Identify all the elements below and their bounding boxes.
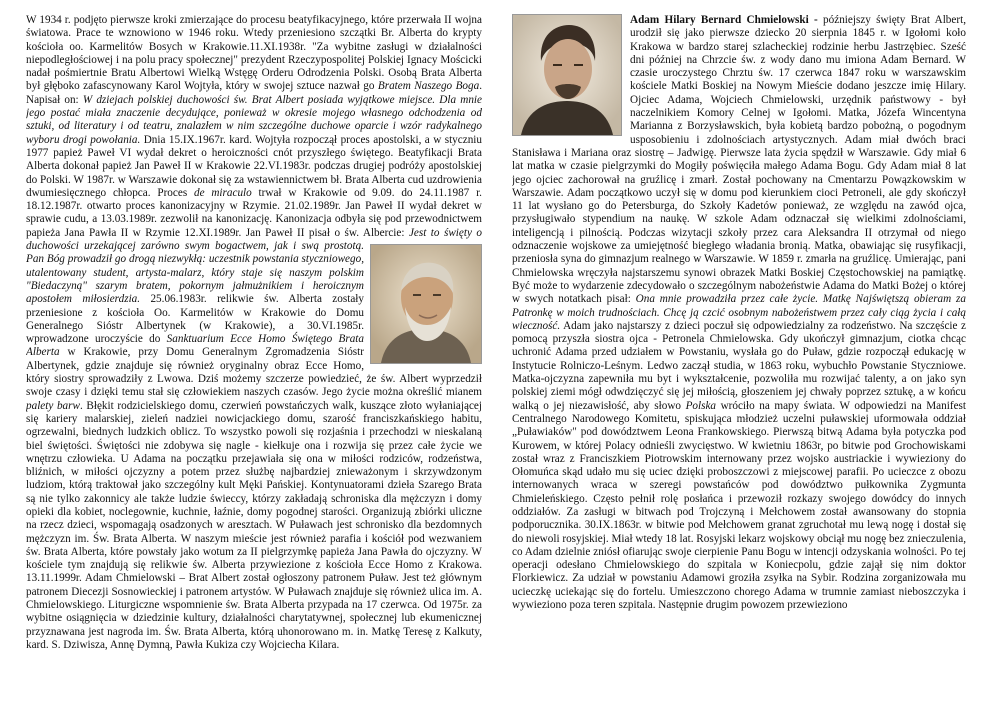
- left-column: [26, 14, 482, 690]
- portrait-brother-albert: [370, 244, 482, 364]
- right-column: [512, 14, 966, 690]
- left-text: W 1934 r. podjęto pierwsze kroki zmierzające do procesu beatyfikacyjnego, które przerwała II wojna światowa. Prace te wznowiono w 1946 roku. Wtedy przeniesiono szczątki Br. Alberta do krypty kościoła oo. Karmelitów Bosych w Krakowie.11.XI.1938r. "Za wybitne zasługi w działalności niepodległościowej i na polu pracy społecznej" prezydent Rzeczypospolitej Polskiej Ignacy Mościcki nadał pośmiertnie Bratu Albertowi Wielką Wstęgę Orderu Odrodzenia Polski. Osobą Brata Alberta był głęboko zafascynowany Karol Wojtyła, który w swojej sztuce nazwał go Bratem Naszego Boga. Napisał on: W dziejach polskiej duchowości św. Brat Albert posiada wyjątkowe miejsce. Dla mnie jego postać miała znaczenie decydujące, ponieważ w okresie mojego własnego odchodzenia od sztuki, od literatury i od teatru, znalazłem w nim szczególne duchowe oparcie i wzór radykalnego wyboru drogi powołania. Dnia 15.IX.1967r. kard. Wojtyła rozpoczął proces apostolski, a w styczniu 1977 papież Paweł VI wydał dekret o heroiczności cnót przyszłego świętego. Beatyfikacji Brata Alberta dokonał papież Jan Paweł II w Krakowie 22.VI.1983r. podczas drugiej podróży apostolskiej do Polski. W 1987r. w Warszawie dokonał się za wstawiennictwem bł. Brata Alberta cud uzdrowienia dwumiesięcznego chłopca. Proces de miraculo trwał w Krakowie od 9.09. do 24.11.1987 r. 18.12.1987r. otwarto proces kanonizacyjny w Rzymie. 21.02.1989r. Jan Paweł II wydał dekret w sprawie cudu, a 13.03.1989r. zezwolił na kanonizację. Kanonizacja odbyła się pod przewodnictwem papieża Jana Pawła II w Rzymie 12.XI.1989r. Jan Paweł II pisał o św. Albercie: Jest to święty o duchowości urzekającej zarówno swym bogactwem, jak i swą prostotą. Pan Bóg prowadził go drogą niezwykłą: uczestnik powstania styczniowego, utalentowany student, artysta-malarz, który staje się naszym polskim "Biedaczyną" szarym bratem, pokornym jałmużnikiem i heroicznym apostołem miłosierdzia. 25.06.1983r. relikwie św. Alberta zostały przeniesione z kościoła Oo. Karmelitów w Krakowie do Domu Generalnego Sióstr Albertynek (w Krakowie), a 30.VI.1985r. wprowadzone uroczyście do Sanktuarium Ecce Homo Świętego Brata Alberta w Krakowie, przy Domu Generalnym Zgromadzenia Sióstr Albertynek, gdzie znajduje się również oryginalny obraz Ecce Homo, który siostry sprowadziły z Lwowa. Dziś możemy szczerze powiedzieć, że św. Albert wyprzedził swoje czasy i dzięki temu stał się człowiekiem naszych czasów. Jego życie można określić mianem palety barw. Błękit rodzicielskiego domu, czerwień powstańczych walk, kuszące złoto wyłaniającej się kariery malarskiej, zieleń nadziei nowicjackiego domu, szarość franciszkańskiego habitu, ogrzewalni, biednych ludzkich oblicz. To wszystko powoli się rozjaśnia i przechodzi w nieskalaną biel świętości. Świętości nie zdobywa się nagle - kiełkuje ona i rozwija się przez całe życie we wnętrzu człowieka. U Adama na początku przejawiała się ona w miłości rodziców, rodzeństwa, bliźnich, w miłości ojczyzny a potem przez służbę najbardziej znieważonym i skrzywdzonym ludziom, którą traktował jako szczególny kult Męki Pańskiej. Kontynuatorami dzieła Szarego Brata są nie tylko zakonnicy ale także ludzie świeccy, którzy zakładają schroniska dla mężczyzn i domy opieki dla kobiet, noclegownie, kuchnie, łaźnie, domy pogodnej starości. Organizują zbiórki uliczne na rzecz dzieci, wspomagają osadzonych w aresztach. W Puławach jest schronisko dla bezdomnych mężczyzn im. Św. Brata Alberta. W naszym mieście jest również parafia i kościół pod wezwaniem św. Brata Alberta, które powstały jako wotum za II pielgrzymkę papieża Jana Pawła do ojczyzny. W kościele tym znajdują się relikwie św. Alberta przywiezione z kościoła Ecce Homo z Krakowa. 13.11.1999r. Adam Chmielowski – Brat Albert został ogłoszony patronem Puław. Jest też głównym patronem Diecezji Sosnowieckiej i patronem artystów. W Puławach znajduje się również ulica im. A. Chmielowskiego. Liturgiczne wspomnienie św. Brata Alberta przypada na 17 czerwca. Od 1975r. za wybitne osiągnięcia w dziedzinie kultury, działalności charytatywnej, społecznej lub ekumenicznej przyznawana jest nagroda im. Św. Brata Alberta, którą uhonorowano m. in. Matkę Teresę z Kalkuty, kard. S. Dziwisza, Annę Dymną, Pawła Kukiza czy Wojciecha Kilara.: [26, 14, 482, 651]
- right-text: Adam Hilary Bernard Chmielowski - późniejszy święty Brat Albert, urodził się jako pierwsze dziecko 20 sierpnia 1845 r. w Igołomi koło Krakowa w bardzo starej szlacheckiej rodzinie herbu Jastrzębiec. Sześć dni później na Chrzcie św. z wody dano mu imiona Adam Bernard. W czasie uroczystego Chrztu św. 17 czerwca 1847 roku w warszawskim kościele Matki Boskiej na Nowym Mieście dodano jeszcze imię Hilary. Ojciec Adama, Wojciech Chmielowski, urzędnik państwowy - był naczelnikiem Komory Celnej w Igołomi. Matka, Józefa Wincentyna Marianna z Borzysławskich, była kobietą bardzo pobożną, o pogodnym usposobieniu i zdolnościach artystycznych. Adam miał dwóch braci Stanisława i Mariana oraz siostrę – Jadwigę. Pierwsze lata życia spędził w Warszawie. Gdy miał 6 lat matka w czasie pielgrzymki do Mogiły poświęciła małego Adama Bogu. Gdy Adam miał 8 lat jego ojciec zachorował na gruźlicę i zmarł. Został pochowany na Cmentarzu Powązkowskim w Warszawie. Adam początkowo uczył się w domu pod kierunkiem cioci Petroneli, ale gdy skończył 11 lat wysłano go do Petersburga, do Szkoły Kadetów ponieważ, ze względu na zawód ojca, przysługiwało stypendium na naukę. W szkole Adam odznaczał się wielkimi zdolnościami, inteligencją i pilnością. Podczas wizytacji szkoły przez cara Aleksandra II otrzymał od niego odznaczenie wojskowe za umiejętność biegłego władania bronią. Matka, obawiając się rusyfikacji, przeniosła syna do gimnazjum realnego w Warszawie. W 1859 r. zmarła na gruźlicę. Umierając, pani Chmielowska wręczyła najstarszemu synowi obrazek Matki Boskiej Częstochowskiej na pamiątkę. Być może to wydarzenie zdecydowało o szczególnym nabożeństwie Adama do Matki Bożej o której w swych notatkach pisał: Ona mnie prowadziła przez całe życie. Matkę Najświętszą obieram za Patronkę w moich trudnościach. Chcę ją czcić osobnym nabożeństwem przez cały ciąg życia i całą wieczność. Adam jako najstarszy z dzieci poczuł się odpowiedzialny za rodzeństwo. Na szczęście z pomocą przyszła siostra ojca - Petronela Chmielowska. Gdy ukończył gimnazjum, ciotka chcąc uchronić Adama przed udziałem w Powstaniu, wysłała go do Puław, gdzie rozpoczął edukację w Instytucie Rolniczo-Leśnym. Ledwo zaczął studia, w 1863 roku, wybuchło Powstanie Styczniowe. Matka-ojczyzna zapewniła mu byt i wykształcenie, pozwoliła mu rozwijać talenty, a on jako syn polskiej ziemi mógł odwdzięczyć się jej miłością, głoszeniem jej chwały poprzez sztukę, a w końcu walką o jej niezawisłość, aby słowo Polska wróciło na mapy świata. W odpowiedzi na Manifest Centralnego Narodowego Komitetu, spiskująca młodzież uczelni puławskiej uformowała oddział „Puławiaków" pod dowództwem Leona Frankowskiego. Pierwszą bitwą Adama była potyczka pod Kurowem, w której Polacy odnieśli zwycięstwo. W kwietniu 1863r, po bitwie pod Grochowiskami został wraz z Franciszkiem Piotrowskim internowany przez wojsko austriackie i wywieziony do Ołomuńca skąd udało mu się uciec dzięki proboszczowi z miejscowej parafii. Po ucieczce z obozu internowanych wraca w szeregi powstańców pod dowództwo pułkownika Zygmunta Chmieleńskiego. Często pełnił rolę posłańca i przewoził rozkazy swojego dowódcy do innych oddziałów. Za zasługi w bitwach pod Trojczyną i Mełchowem został awansowany do stopnia podporucznika. 30.IX.1863r. w bitwie pod Mełchowem granat zgruchotał mu lewą nogę i dostał się do niewoli rosyjskiej. Miał wtedy 18 lat. Rosyjski lekarz wojskowy obciął mu nogę bez znieczulenia, co Adam dzielnie zniósł ofiarując swoje cierpienie Panu Bogu w intencji odzyskania wolności. Po tej operacji odesłano Chmielowskiego do szpitala w Koniecpolu, gdzie zajął się nim doktor Florkiewicz. Za udział w powstaniu Adamowi groziła zsyłka na Sybir. Rodzina zorganizowała mu ucieczkę uciekając się do fortelu. Umieszczono chorego Adama w trumnie zamiast nieboszczyka i wywieziono poza teren szpitala. Następnie drugim powozem przewieziono: [512, 14, 966, 612]
- portrait-adam-chmielowski: [512, 14, 622, 136]
